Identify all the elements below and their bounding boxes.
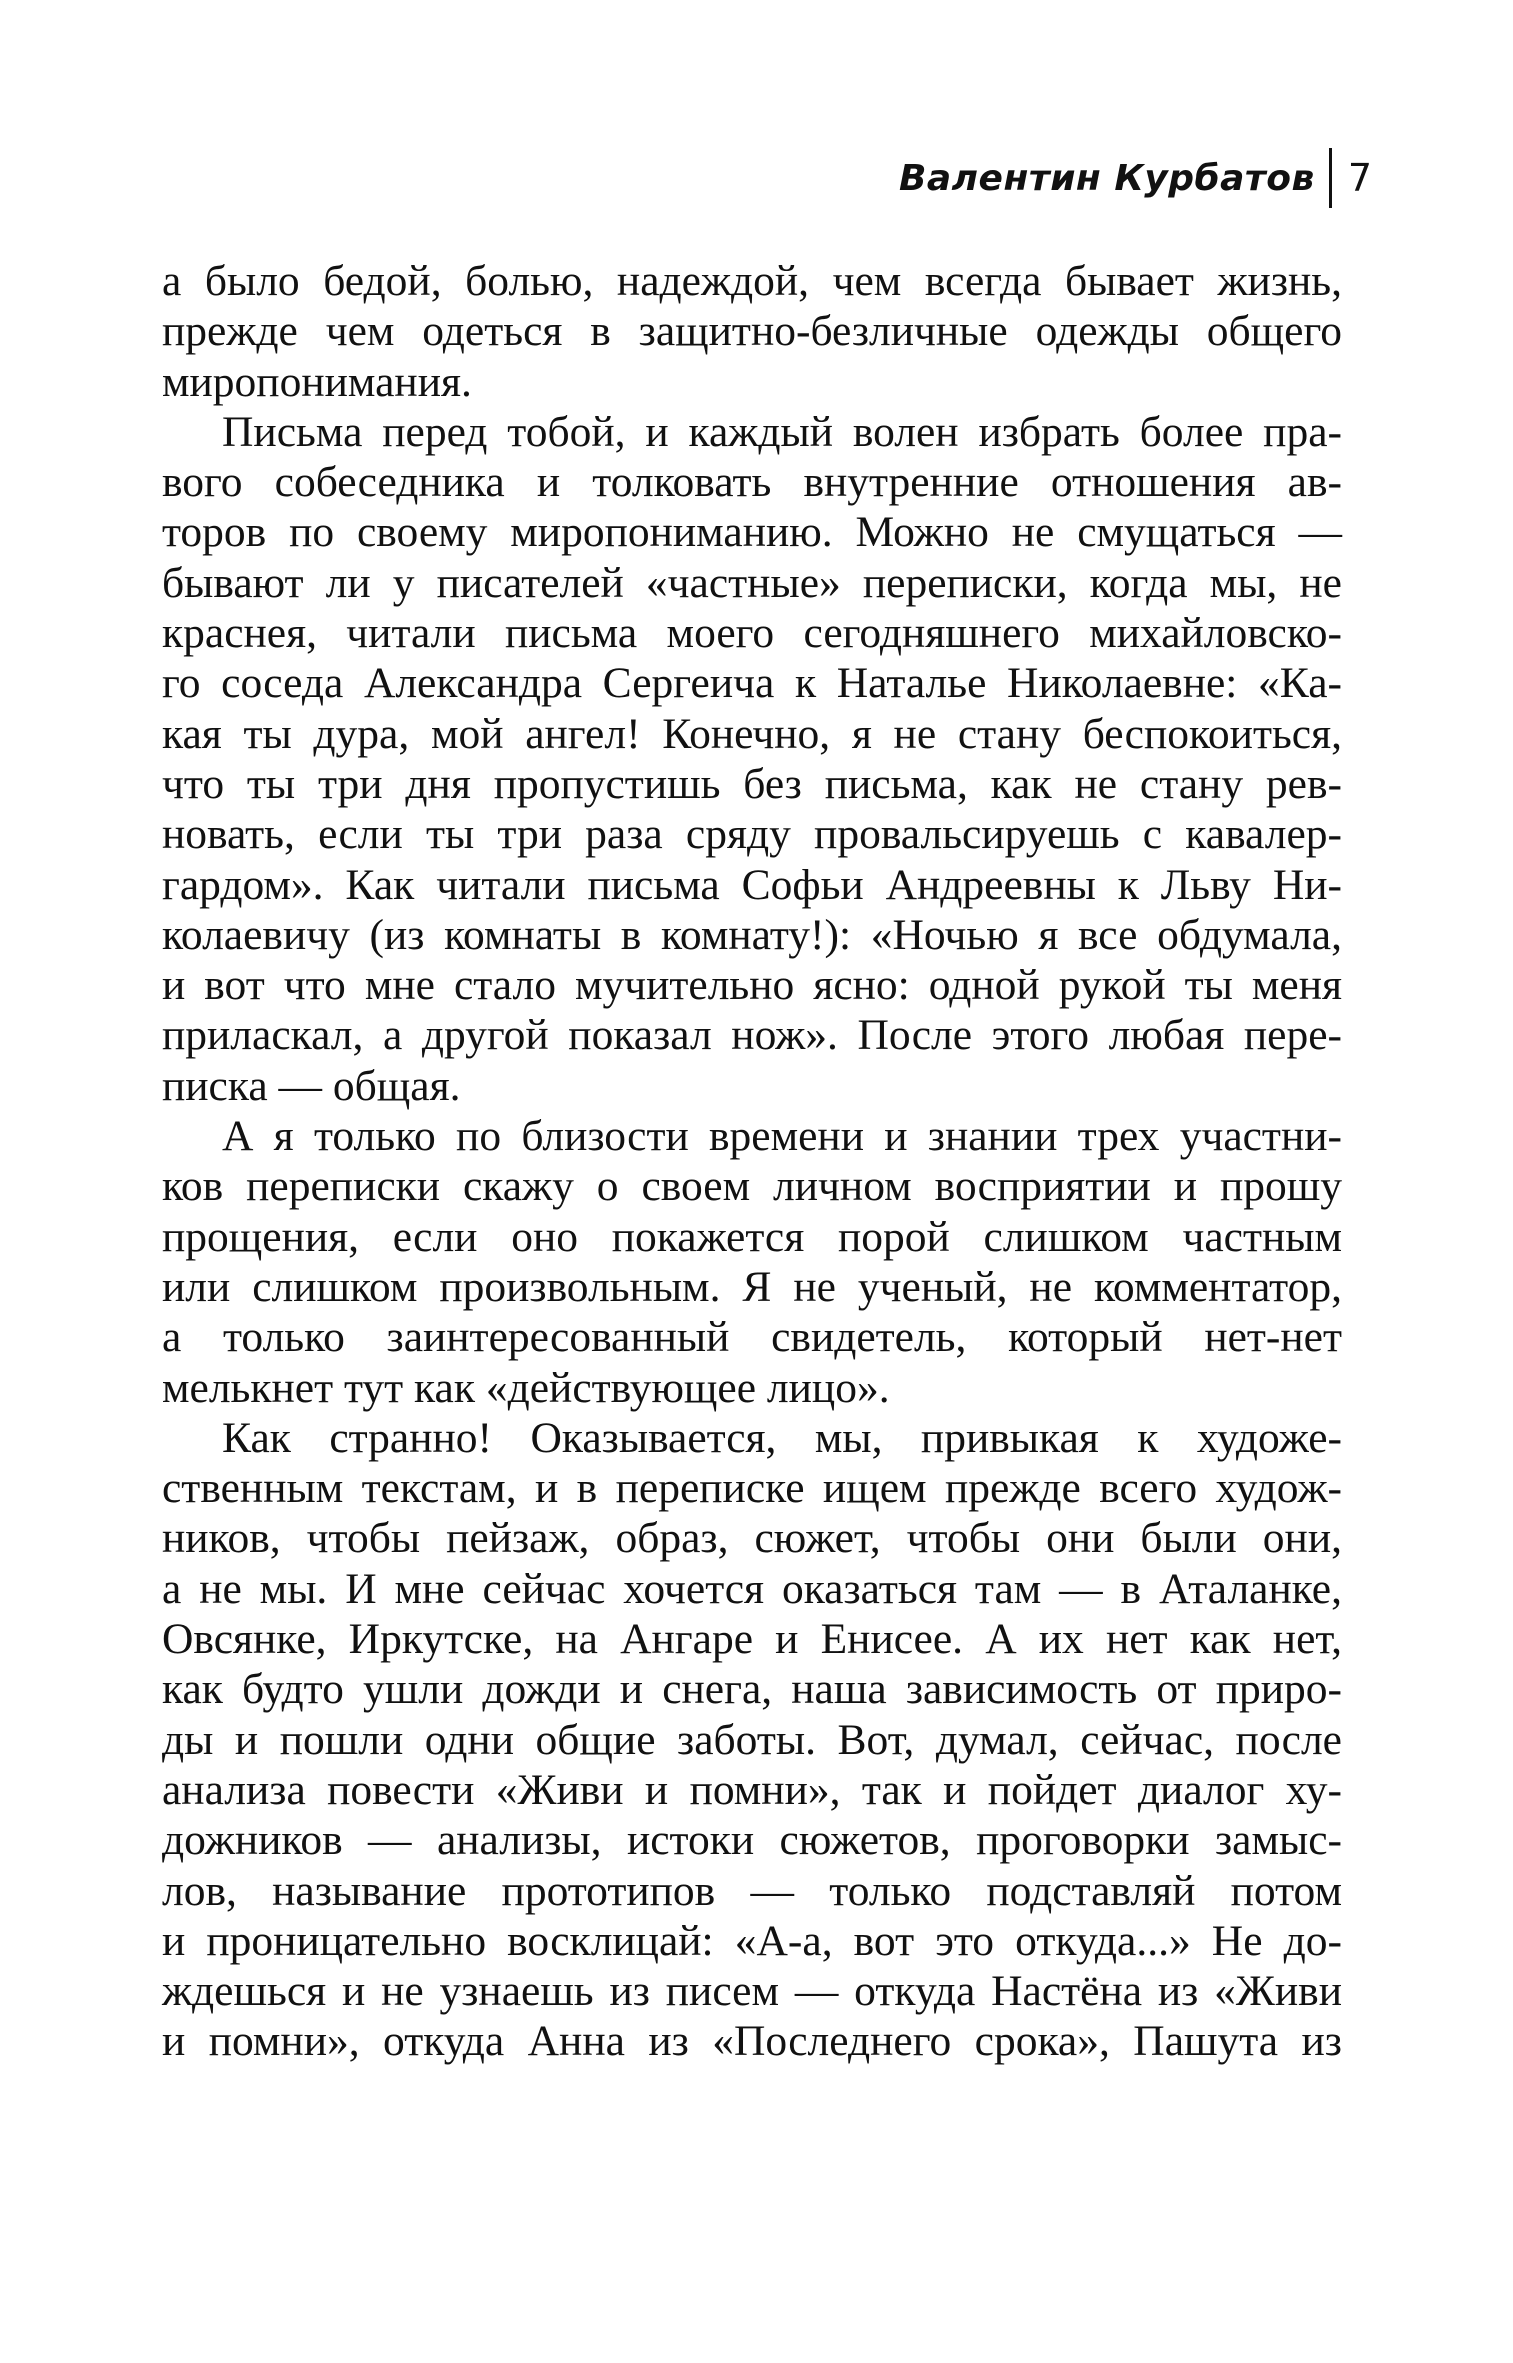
paragraph	[162, 1413, 1342, 2067]
text-line: и вот что мне стало мучительно ясно: одной рукой ты меня	[162, 961, 1342, 1010]
text-line: ственным текстам, и в переписке ищем прежде всего худож-	[162, 1464, 1342, 1513]
text-line: гардом». Как читали письма Софьи Андреевны к Льву Ни-	[162, 860, 1342, 909]
page-number: 7	[1347, 156, 1372, 200]
text-line: Овсянке, Иркутске, на Ангаре и Енисее. А их нет как нет,	[162, 1615, 1342, 1664]
text-line: прежде чем одеться в защитно-безличные одежды общего	[162, 307, 1342, 356]
running-head-author: Валентин Курбатов	[898, 157, 1315, 199]
paragraph	[162, 407, 1342, 1111]
text-line: писка — общая.	[162, 1061, 461, 1110]
text-line: Как странно! Оказывается, мы, привыкая к художе-	[222, 1413, 1342, 1462]
text-line: или слишком произвольным. Я не ученый, не комментатор,	[162, 1262, 1342, 1311]
text-line: го соседа Александра Сергеича к Наталье Николаевне: «Ка-	[162, 659, 1342, 708]
text-line: анализа повести «Живи и помни», так и пойдет диалог ху-	[162, 1765, 1342, 1814]
text-line: как будто ушли дожди и снега, наша зависимость от приро-	[162, 1665, 1342, 1714]
text-line: новать, если ты три раза сряду провальсируешь с кавалер-	[162, 810, 1342, 859]
text-line: колаевичу (из комнаты в комнату!): «Ночью я все обдумала,	[162, 910, 1342, 959]
text-line: торов по своему миропониманию. Можно не смущаться —	[162, 508, 1342, 557]
text-line: бывают ли у писателей «частные» переписки, когда мы, не	[162, 558, 1342, 607]
text-line: ды и пошли одни общие заботы. Вот, думал, сейчас, после	[162, 1715, 1342, 1764]
text-line: а не мы. И мне сейчас хочется оказаться там — в Аталанке,	[162, 1564, 1342, 1613]
text-line: Письма перед тобой, и каждый волен избрать более пра-	[222, 407, 1342, 456]
text-line: кая ты дура, мой ангел! Конечно, я не стану беспокоиться,	[162, 709, 1342, 758]
text-line: вого собеседника и толковать внутренние отношения ав-	[162, 458, 1342, 507]
text-line: приласкал, а другой показал нож». После этого любая пере-	[162, 1011, 1342, 1060]
text-line: краснея, читали письма моего сегодняшнего михайловско-	[162, 609, 1342, 658]
text-line: что ты три дня пропустишь без письма, как не стану рев-	[162, 759, 1342, 808]
text-line: лов, называние прототипов — только подставляй потом	[162, 1866, 1342, 1915]
text-line: и проницательно восклицай: «А-а, вот это откуда...» Не до-	[162, 1916, 1342, 1965]
running-head	[899, 148, 1372, 208]
paragraph	[162, 256, 1342, 407]
body-text	[162, 256, 1342, 2067]
text-line: прощения, если оно покажется порой слишком частным	[162, 1212, 1342, 1261]
text-line: миропонимания.	[162, 357, 472, 406]
text-line: дожников — анализы, истоки сюжетов, проговорки замыс-	[162, 1816, 1342, 1865]
running-head-divider	[1329, 148, 1332, 208]
text-line: а только заинтересованный свидетель, который нет-нет	[162, 1313, 1342, 1362]
text-line: а было бедой, болью, надеждой, чем всегда бывает жизнь,	[162, 257, 1342, 305]
text-line: мелькнет тут как «действующее лицо».	[162, 1363, 890, 1412]
text-line: ков переписки скажу о своем личном восприятии и прошу	[162, 1162, 1342, 1211]
text-line: ников, чтобы пейзаж, образ, сюжет, чтобы они были они,	[162, 1514, 1342, 1563]
text-line: А я только по близости времени и знании трех участни-	[222, 1112, 1342, 1161]
text-line: ждешься и не узнаешь из писем — откуда Настёна из «Живи	[162, 1967, 1342, 2016]
text-line: и помни», откуда Анна из «Последнего срока», Пашута из	[162, 2017, 1342, 2066]
paragraph	[162, 1111, 1342, 1413]
